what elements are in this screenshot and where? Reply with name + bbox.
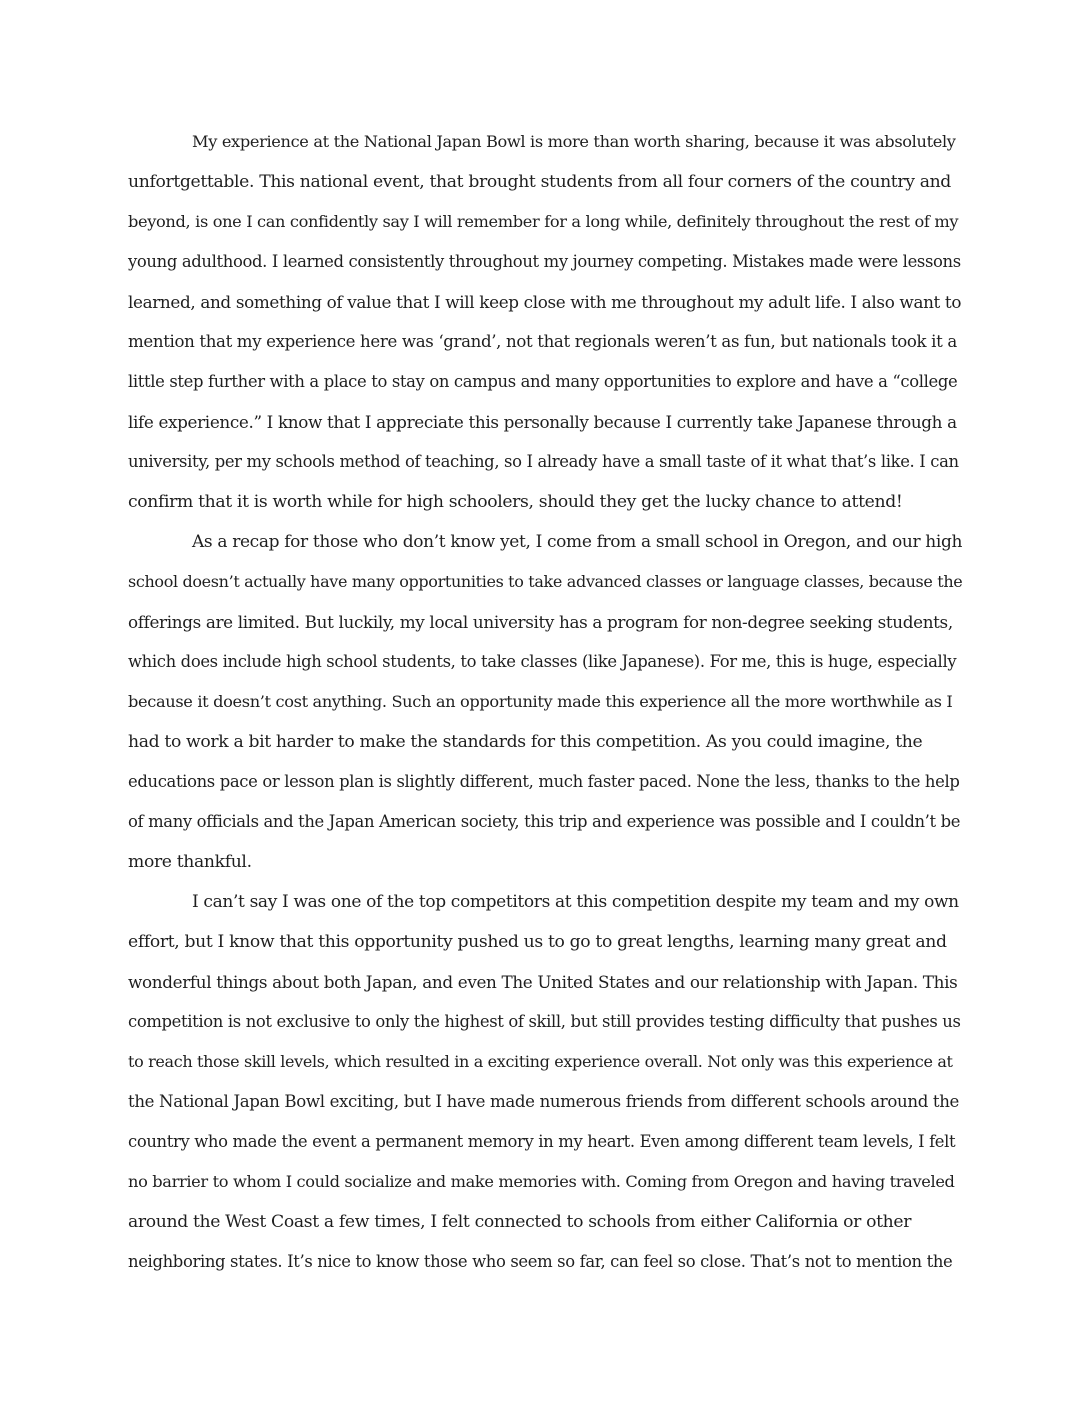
text-line: more thankful. — [128, 852, 252, 872]
text-line: had to work a bit harder to make the standards for this competition. As you could imagine, the — [128, 732, 923, 752]
text-line: around the West Coast a few times, I felt connected to schools from either California or other — [128, 1212, 912, 1232]
text-line: educations pace or lesson plan is slightly different, much faster paced. None the less, thanks to the help — [128, 772, 960, 791]
text-line: little step further with a place to stay on campus and many opportunities to explore and have a “college — [128, 372, 958, 391]
text-line: university, per my schools method of teaching, so I already have a small taste of it what that’s like. I can — [128, 452, 959, 471]
paragraph-1 — [128, 122, 962, 522]
paragraph-2 — [128, 522, 962, 882]
text-line: which does include high school students, to take classes (like Japanese). For me, this is huge, especially — [128, 652, 957, 671]
text-line: neighboring states. It’s nice to know those who seem so far, can feel so close. That’s not to mention the — [128, 1252, 953, 1271]
text-line: to reach those skill levels, which resulted in a exciting experience overall. Not only was this experience at — [128, 1052, 953, 1071]
text-line: country who made the event a permanent memory in my heart. Even among different team levels, I felt — [128, 1132, 956, 1151]
text-line: confirm that it is worth while for high schoolers, should they get the lucky chance to attend! — [128, 492, 903, 512]
text-line: because it doesn’t cost anything. Such an opportunity made this experience all the more worthwhile as I — [128, 692, 953, 711]
text-line: My experience at the National Japan Bowl is more than worth sharing, because it was absolutely — [192, 132, 956, 151]
text-line: beyond, is one I can confidently say I will remember for a long while, definitely throughout the rest of my — [128, 212, 959, 231]
text-line: young adulthood. I learned consistently throughout my journey competing. Mistakes made were lessons — [128, 252, 961, 271]
text-line: I can’t say I was one of the top competitors at this competition despite my team and my own — [192, 892, 959, 912]
text-line: no barrier to whom I could socialize and make memories with. Coming from Oregon and having traveled — [128, 1172, 955, 1191]
text-line: of many officials and the Japan American society, this trip and experience was possible and I couldn’t be — [128, 812, 961, 831]
text-line: school doesn’t actually have many opportunities to take advanced classes or language classes, because the — [128, 572, 963, 591]
text-line: effort, but I know that this opportunity pushed us to go to great lengths, learning many great and — [128, 932, 947, 952]
text-line: mention that my experience here was ‘grand’, not that regionals weren’t as fun, but nationals took it a — [128, 332, 957, 351]
text-line: unfortgettable. This national event, that brought students from all four corners of the country and — [128, 172, 951, 192]
paragraph-3 — [128, 882, 962, 1282]
text-line: competition is not exclusive to only the highest of skill, but still provides testing difficulty that pushes us — [128, 1012, 961, 1031]
text-line: offerings are limited. But luckily, my local university has a program for non-degree seeking students, — [128, 612, 953, 632]
essay-body — [128, 122, 962, 1282]
text-line: As a recap for those who don’t know yet, I come from a small school in Oregon, and our high — [192, 532, 963, 552]
text-line: wonderful things about both Japan, and even The United States and our relationship with Japan. This — [128, 972, 958, 992]
text-line: learned, and something of value that I will keep close with me throughout my adult life. I also want to — [128, 292, 962, 312]
text-line: life experience.” I know that I appreciate this personally because I currently take Japanese through a — [128, 412, 957, 432]
text-line: the National Japan Bowl exciting, but I have made numerous friends from different schools around the — [128, 1092, 960, 1111]
